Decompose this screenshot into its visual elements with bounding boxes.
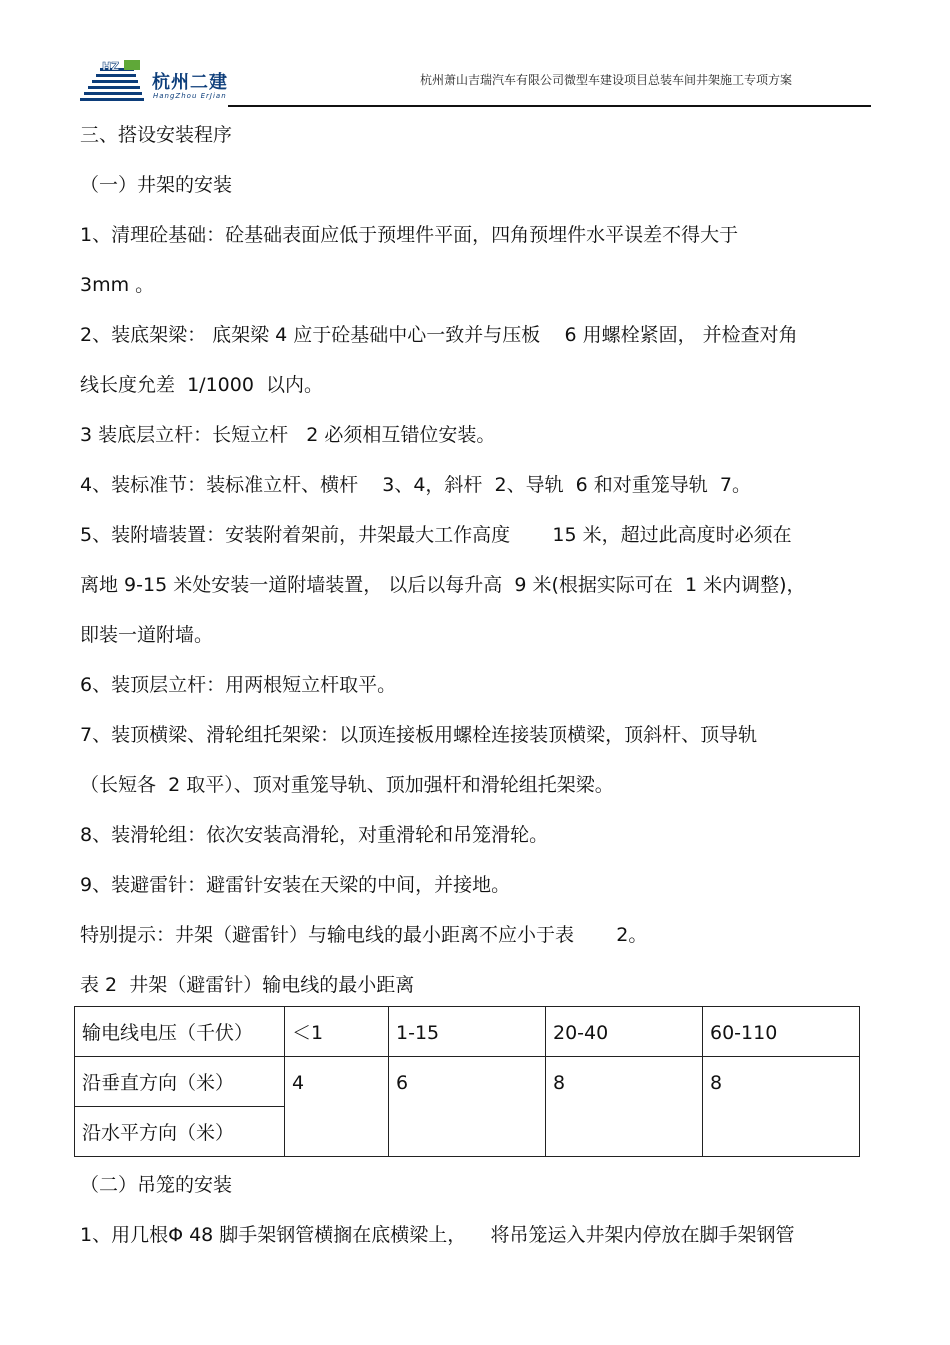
paragraph-line: （长短各 2 取平）、顶对重笼导轨、顶加强杆和滑轮组托架梁。 (80, 774, 614, 796)
table-cell: 4 (285, 1057, 389, 1157)
table-cell: 输电线电压（千伏） (75, 1007, 285, 1057)
header-rule (228, 105, 871, 107)
paragraph-line: 3 装底层立杆：长短立杆 2 必须相互错位安装。 (80, 424, 496, 446)
paragraph-line: 4、装标准节：装标准立杆、横杆 3、4，斜杆 2、导轨 6 和对重笼导轨 7。 (80, 474, 751, 496)
logo-mark: HZ (102, 60, 120, 73)
paragraph-line: 7、装顶横梁、滑轮组托架梁：以顶连接板用螺栓连接装顶横梁，顶斜杆、顶导轨 (80, 724, 758, 746)
table-cell: 沿水平方向（米） (75, 1107, 285, 1157)
table-cell: 8 (546, 1057, 703, 1157)
distance-table (74, 1006, 860, 1157)
table-cell: 60-110 (703, 1007, 860, 1057)
paragraph-line: 5、装附墙装置：安装附着架前，井架最大工作高度 15 米，超过此高度时必须在 (80, 524, 792, 546)
paragraph-line: 9、装避雷针：避雷针安装在天梁的中间，并接地。 (80, 874, 511, 896)
paragraph-line: 8、装滑轮组：依次安装高滑轮，对重滑轮和吊笼滑轮。 (80, 824, 549, 846)
table-cell: 20-40 (546, 1007, 703, 1057)
logo-subtitle: HangZhou ErJian (153, 92, 227, 100)
table-cell: 6 (389, 1057, 546, 1157)
table-header-row (75, 1007, 860, 1057)
logo-text: 杭州二建 (152, 72, 228, 93)
paragraph-line: 1、用几根Φ 48 脚手架钢管横搁在底横梁上， 将吊笼运入井架内停放在脚手架钢管 (80, 1224, 795, 1246)
special-note: 特别提示：井架（避雷针）与输电线的最小距离不应小于表 2。 (80, 924, 648, 946)
paragraph-line: 离地 9-15 米处安装一道附墙装置， 以后以每升高 9 米(根据实际可在 1 米内调整)， (80, 574, 806, 596)
paragraph-line: 1、清理砼基础：砼基础表面应低于预埋件平面，四角预埋件水平误差不得大于 (80, 224, 739, 246)
subsection-heading: （一）井架的安装 (80, 174, 233, 196)
table-caption: 表 2 井架（避雷针）输电线的最小距离 (80, 974, 415, 996)
table-row (75, 1057, 860, 1107)
subsection-heading: （二）吊笼的安装 (80, 1174, 233, 1196)
paragraph-line: 2、装底架梁： 底架梁 4 应于砼基础中心一致并与压板 6 用螺栓紧固， 并检查对角 (80, 324, 798, 346)
table-cell: 沿垂直方向（米） (75, 1057, 285, 1107)
header-title: 杭州萧山吉瑞汽车有限公司微型车建设项目总装车间井架施工专项方案 (420, 73, 793, 87)
paragraph-line: 线长度允差 1/1000 以内。 (80, 374, 324, 396)
paragraph-line: 3mm 。 (80, 274, 155, 296)
paragraph-line: 即装一道附墙。 (80, 624, 214, 646)
section-heading: 三、搭设安装程序 (80, 124, 233, 146)
paragraph-line: 6、装顶层立杆：用两根短立杆取平。 (80, 674, 397, 696)
table-cell: 1-15 (389, 1007, 546, 1057)
table-cell: 8 (703, 1057, 860, 1157)
table-cell: ＜1 (285, 1007, 389, 1057)
